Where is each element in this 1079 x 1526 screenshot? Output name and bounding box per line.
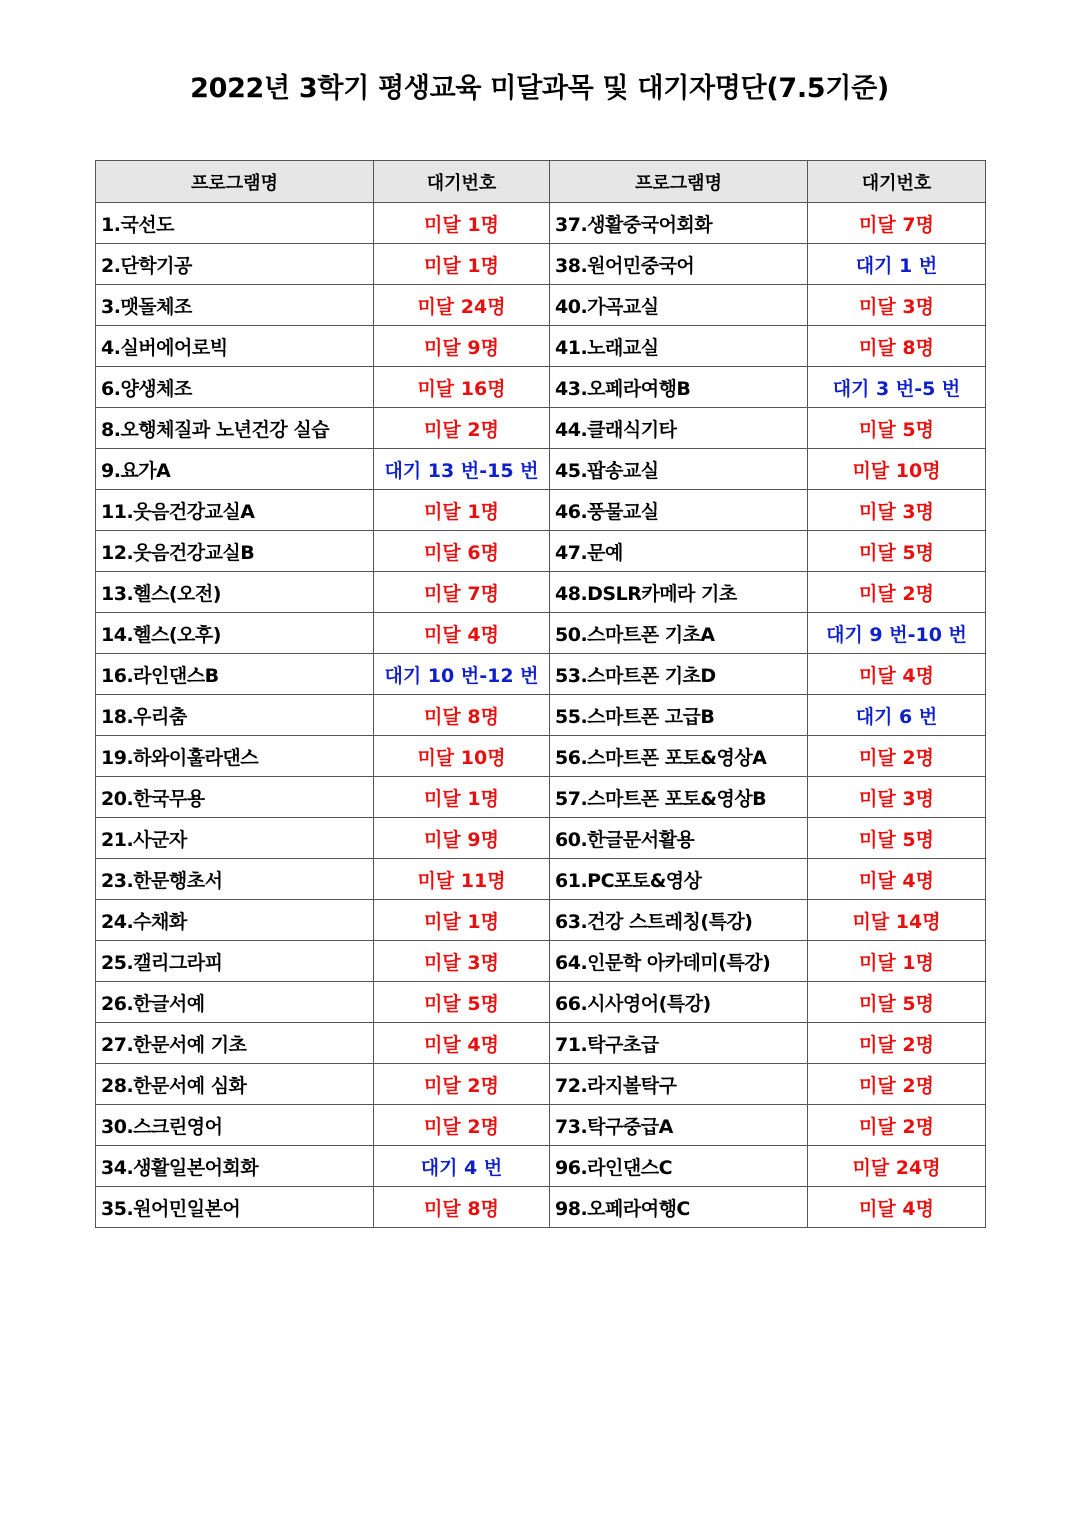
table-row xyxy=(96,1023,986,1064)
wait-status-left: 미달 4명 xyxy=(374,1023,550,1064)
program-name-left: 23.한문행초서 xyxy=(96,859,374,900)
program-name-left: 11.웃음건강교실A xyxy=(96,490,374,531)
program-name-right: 61.PC포토&영상 xyxy=(550,859,808,900)
program-name-left: 35.원어민일본어 xyxy=(96,1187,374,1228)
program-name-right: 56.스마트폰 포토&영상A xyxy=(550,736,808,777)
table-row xyxy=(96,613,986,654)
program-name-left: 18.우리춤 xyxy=(96,695,374,736)
wait-status-left: 미달 10명 xyxy=(374,736,550,777)
program-name-left: 14.헬스(오후) xyxy=(96,613,374,654)
wait-status-left: 미달 8명 xyxy=(374,695,550,736)
program-name-right: 73.탁구중급A xyxy=(550,1105,808,1146)
wait-status-left: 대기 13 번-15 번 xyxy=(374,449,550,490)
wait-status-left: 미달 2명 xyxy=(374,408,550,449)
wait-status-left: 대기 4 번 xyxy=(374,1146,550,1187)
program-name-left: 12.웃음건강교실B xyxy=(96,531,374,572)
table-row xyxy=(96,408,986,449)
table-row xyxy=(96,1187,986,1228)
program-name-right: 48.DSLR카메라 기초 xyxy=(550,572,808,613)
wait-status-right: 미달 2명 xyxy=(808,736,986,777)
wait-status-left: 대기 10 번-12 번 xyxy=(374,654,550,695)
table-row xyxy=(96,326,986,367)
program-name-right: 46.풍물교실 xyxy=(550,490,808,531)
wait-status-right: 미달 2명 xyxy=(808,1023,986,1064)
program-table xyxy=(95,160,986,1228)
table-row xyxy=(96,900,986,941)
header-wait-number-right: 대기번호 xyxy=(808,161,986,203)
wait-status-left: 미달 9명 xyxy=(374,818,550,859)
wait-status-left: 미달 6명 xyxy=(374,531,550,572)
wait-status-right: 미달 8명 xyxy=(808,326,986,367)
program-name-right: 57.스마트폰 포토&영상B xyxy=(550,777,808,818)
program-name-right: 40.가곡교실 xyxy=(550,285,808,326)
table-row xyxy=(96,203,986,244)
program-name-left: 1.국선도 xyxy=(96,203,374,244)
wait-status-right: 미달 4명 xyxy=(808,1187,986,1228)
wait-status-right: 미달 24명 xyxy=(808,1146,986,1187)
table-row xyxy=(96,490,986,531)
table-row xyxy=(96,1146,986,1187)
wait-status-left: 미달 4명 xyxy=(374,613,550,654)
wait-status-left: 미달 9명 xyxy=(374,326,550,367)
table-row xyxy=(96,982,986,1023)
table-row xyxy=(96,572,986,613)
program-name-right: 41.노래교실 xyxy=(550,326,808,367)
table-row xyxy=(96,367,986,408)
wait-status-right: 미달 2명 xyxy=(808,1064,986,1105)
program-name-right: 44.클래식기타 xyxy=(550,408,808,449)
program-name-right: 72.라지볼탁구 xyxy=(550,1064,808,1105)
program-name-left: 3.맷돌체조 xyxy=(96,285,374,326)
wait-status-right: 미달 3명 xyxy=(808,285,986,326)
wait-status-right: 미달 4명 xyxy=(808,654,986,695)
table-row xyxy=(96,859,986,900)
program-name-left: 27.한문서예 기초 xyxy=(96,1023,374,1064)
wait-status-left: 미달 1명 xyxy=(374,900,550,941)
wait-status-left: 미달 2명 xyxy=(374,1105,550,1146)
wait-status-right: 미달 5명 xyxy=(808,531,986,572)
header-wait-number-left: 대기번호 xyxy=(374,161,550,203)
wait-status-right: 미달 5명 xyxy=(808,818,986,859)
program-name-right: 53.스마트폰 기초D xyxy=(550,654,808,695)
wait-status-right: 대기 6 번 xyxy=(808,695,986,736)
table-row xyxy=(96,818,986,859)
program-name-left: 30.스크린영어 xyxy=(96,1105,374,1146)
program-name-left: 2.단학기공 xyxy=(96,244,374,285)
wait-status-right: 미달 2명 xyxy=(808,1105,986,1146)
table-row xyxy=(96,941,986,982)
program-name-right: 64.인문학 아카데미(특강) xyxy=(550,941,808,982)
wait-status-right: 미달 10명 xyxy=(808,449,986,490)
wait-status-left: 미달 1명 xyxy=(374,203,550,244)
table-row xyxy=(96,449,986,490)
program-name-right: 45.팝송교실 xyxy=(550,449,808,490)
wait-status-left: 미달 1명 xyxy=(374,490,550,531)
wait-status-left: 미달 1명 xyxy=(374,244,550,285)
wait-status-left: 미달 24명 xyxy=(374,285,550,326)
program-name-right: 71.탁구초급 xyxy=(550,1023,808,1064)
wait-status-left: 미달 7명 xyxy=(374,572,550,613)
program-name-left: 19.하와이훌라댄스 xyxy=(96,736,374,777)
wait-status-right: 대기 1 번 xyxy=(808,244,986,285)
table-row xyxy=(96,285,986,326)
program-name-right: 37.생활중국어회화 xyxy=(550,203,808,244)
table-row xyxy=(96,654,986,695)
wait-status-left: 미달 1명 xyxy=(374,777,550,818)
table-row xyxy=(96,531,986,572)
wait-status-left: 미달 5명 xyxy=(374,982,550,1023)
table-row xyxy=(96,1105,986,1146)
table-row xyxy=(96,777,986,818)
wait-status-right: 미달 5명 xyxy=(808,408,986,449)
wait-status-left: 미달 8명 xyxy=(374,1187,550,1228)
wait-status-left: 미달 3명 xyxy=(374,941,550,982)
program-name-right: 55.스마트폰 고급B xyxy=(550,695,808,736)
program-name-left: 20.한국무용 xyxy=(96,777,374,818)
program-name-right: 96.라인댄스C xyxy=(550,1146,808,1187)
program-name-left: 6.양생체조 xyxy=(96,367,374,408)
wait-status-right: 미달 3명 xyxy=(808,490,986,531)
wait-status-right: 미달 7명 xyxy=(808,203,986,244)
program-name-left: 9.요가A xyxy=(96,449,374,490)
table-row xyxy=(96,244,986,285)
wait-status-right: 미달 14명 xyxy=(808,900,986,941)
wait-status-left: 미달 11명 xyxy=(374,859,550,900)
wait-status-right: 미달 3명 xyxy=(808,777,986,818)
program-name-left: 25.캘리그라피 xyxy=(96,941,374,982)
program-name-right: 66.시사영어(특강) xyxy=(550,982,808,1023)
program-name-right: 47.문예 xyxy=(550,531,808,572)
program-name-left: 4.실버에어로빅 xyxy=(96,326,374,367)
program-name-left: 34.생활일본어회화 xyxy=(96,1146,374,1187)
program-name-left: 26.한글서예 xyxy=(96,982,374,1023)
wait-status-right: 미달 2명 xyxy=(808,572,986,613)
program-name-left: 28.한문서예 심화 xyxy=(96,1064,374,1105)
program-name-right: 50.스마트폰 기초A xyxy=(550,613,808,654)
page-title: 2022년 3학기 평생교육 미달과목 및 대기자명단(7.5기준) xyxy=(190,73,889,104)
wait-status-right: 미달 5명 xyxy=(808,982,986,1023)
table-header-row xyxy=(96,161,986,203)
header-program-name-left: 프로그램명 xyxy=(96,161,374,203)
program-name-left: 13.헬스(오전) xyxy=(96,572,374,613)
program-name-right: 98.오페라여행C xyxy=(550,1187,808,1228)
wait-status-right: 대기 3 번-5 번 xyxy=(808,367,986,408)
program-name-left: 16.라인댄스B xyxy=(96,654,374,695)
program-name-left: 21.사군자 xyxy=(96,818,374,859)
wait-status-right: 미달 4명 xyxy=(808,859,986,900)
program-name-right: 38.원어민중국어 xyxy=(550,244,808,285)
wait-status-right: 미달 1명 xyxy=(808,941,986,982)
wait-status-right: 대기 9 번-10 번 xyxy=(808,613,986,654)
program-name-left: 24.수채화 xyxy=(96,900,374,941)
wait-status-left: 미달 16명 xyxy=(374,367,550,408)
table-row xyxy=(96,1064,986,1105)
program-name-right: 60.한글문서활용 xyxy=(550,818,808,859)
header-program-name-right: 프로그램명 xyxy=(550,161,808,203)
program-name-right: 63.건강 스트레칭(특강) xyxy=(550,900,808,941)
wait-status-left: 미달 2명 xyxy=(374,1064,550,1105)
table-row xyxy=(96,736,986,777)
program-name-right: 43.오페라여행B xyxy=(550,367,808,408)
table-row xyxy=(96,695,986,736)
program-name-left: 8.오행체질과 노년건강 실습 xyxy=(96,408,374,449)
table-body xyxy=(96,203,986,1228)
